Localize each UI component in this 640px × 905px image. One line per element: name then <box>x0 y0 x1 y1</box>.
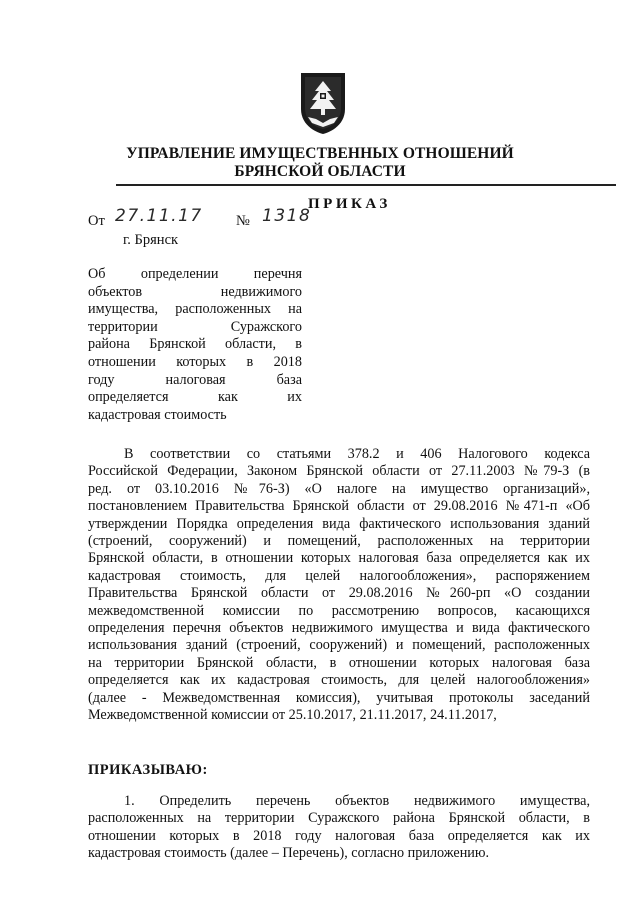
subject-line: определяется как их <box>88 389 302 406</box>
subject-line: района Брянской области, в <box>88 336 302 353</box>
subject-line: отношении которых в 2018 <box>88 353 302 370</box>
paragraph-line: кадастровая стоимость, для целей налогообложения», распоряжением <box>88 567 590 584</box>
paragraph-line: Брянской области, в отношении которых налоговая база определяется как их <box>88 550 590 567</box>
subject-line: территории Суражского <box>88 318 302 335</box>
paragraph-line: определяется как их кадастровая стоимость, для целей налогообложения» <box>88 672 590 689</box>
subject-line: году налоговая база <box>88 371 302 388</box>
handwritten-date: 27.11.17 <box>115 206 203 226</box>
document-type-title: ПРИКАЗ <box>308 196 391 212</box>
date-label: От <box>88 213 105 229</box>
preamble-paragraph <box>88 446 590 725</box>
paragraph-line: определения перечня объектов недвижимого имущества и вида фактического <box>88 620 590 637</box>
paragraph-line: отношении которых в 2018 году налоговая база определяется как их <box>88 827 590 844</box>
organization-name-line-2: БРЯНСКОЙ ОБЛАСТИ <box>234 163 406 180</box>
handwritten-number: 1318 <box>262 206 312 226</box>
order-directive-heading: ПРИКАЗЫВАЮ: <box>88 762 208 778</box>
subject-line: кадастровая стоимость <box>88 406 227 423</box>
paragraph-line: ред. от 03.10.2016 №76-З) «О налоге на имущество организаций», <box>88 480 590 497</box>
header-divider <box>116 184 616 186</box>
paragraph-line: утверждении Порядка определения вида фактического использования зданий <box>88 515 590 532</box>
order-item-1 <box>88 793 590 863</box>
paragraph-line: постановлением Правительства Брянской области от 29.08.2016 №471-п «Об <box>88 498 590 515</box>
organization-name-line-1: УПРАВЛЕНИЕ ИМУЩЕСТВЕННЫХ ОТНОШЕНИЙ <box>126 145 514 162</box>
subject-line: имущества, расположенных на <box>88 301 302 318</box>
paragraph-line: Межведомственной комиссии от 25.10.2017, 21.11.2017, 24.11.2017, <box>88 707 497 724</box>
coat-of-arms-icon <box>298 71 348 135</box>
paragraph-line: 1. Определить перечень объектов недвижимого имущества, <box>124 793 590 809</box>
paragraph-line: Правительства Брянской области от 29.08.2016 №260-рп «О создании <box>88 585 590 602</box>
paragraph-line: (далее - Межведомственная комиссия), учитывая протоколы заседаний <box>88 689 590 706</box>
order-subject <box>88 266 302 424</box>
paragraph-line: В соответствии со статьями 378.2 и 406 Налогового кодекса <box>124 446 590 462</box>
city-label: г. Брянск <box>123 232 179 248</box>
subject-line: объектов недвижимого <box>88 283 302 300</box>
paragraph-line: межведомственной комиссии по рассмотрению вопросов, касающихся <box>88 602 590 619</box>
paragraph-line: Российской Федерации, Законом Брянской области от 27.11.2003 №79-З (в <box>88 463 590 480</box>
paragraph-line: расположенных на территории Суражского района Брянской области, в <box>88 810 590 827</box>
paragraph-line: (строений, сооружений) и помещений, расположенных на территории <box>88 533 590 550</box>
paragraph-line: кадастровая стоимость (далее – Перечень), согласно приложению. <box>88 845 490 862</box>
paragraph-line: на территории Брянской области, в отношении которых налоговая база <box>88 654 590 671</box>
paragraph-line: использования зданий (строений, сооружений) и помещений, расположенных <box>88 637 590 654</box>
subject-line: Об определении перечня <box>88 266 302 282</box>
number-label: № <box>236 213 250 229</box>
